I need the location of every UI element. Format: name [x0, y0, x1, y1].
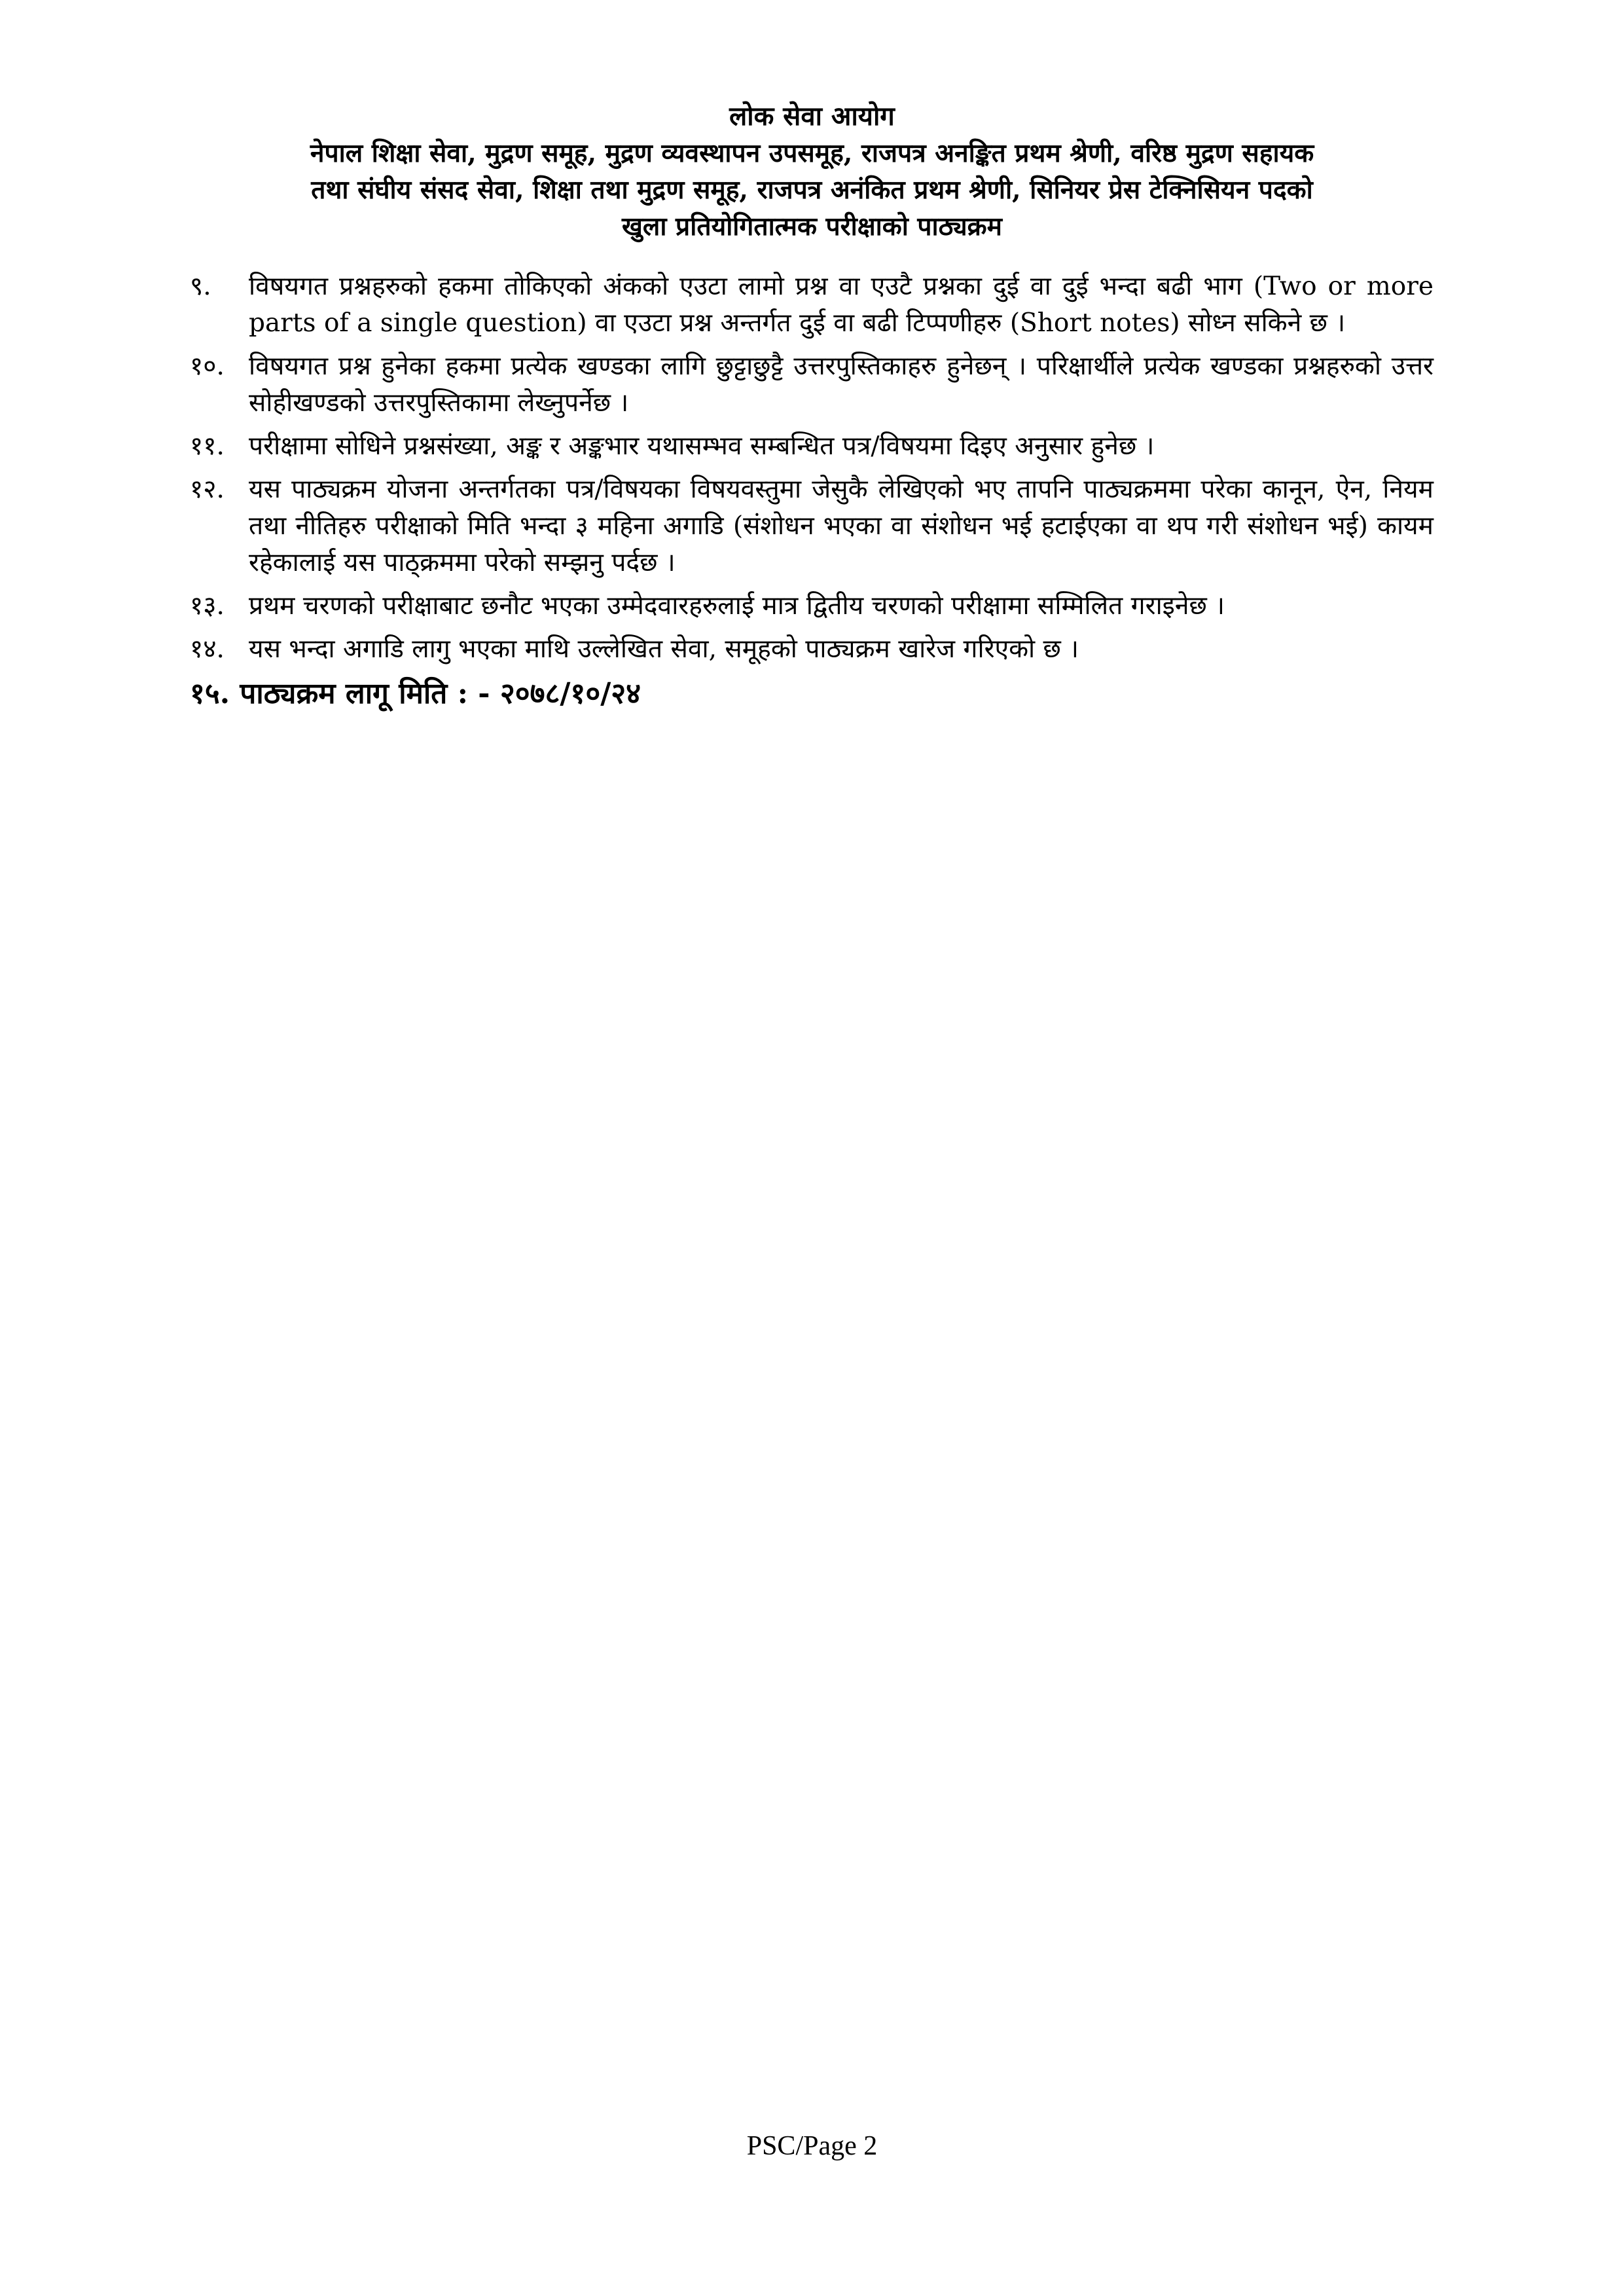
rule-number: १३.	[190, 591, 225, 621]
rule-number: १०.	[190, 352, 225, 381]
rule-item-14	[190, 631, 1434, 668]
rule-item-9	[190, 268, 1434, 342]
rule-text: विषयगत प्रश्नहरुको हकमा तोकिएको अंकको एउटा लामो प्रश्न वा एउटै प्रश्नका दुई वा दुई भन्दा बढी भाग (Two or more parts of a single question) वा एउटा प्रश्न अन्तर्गत दुई वा बढी टिप्पणीहरु (Short notes) सोध्न सकिने छ ।	[249, 272, 1434, 338]
rule-item-10	[190, 348, 1434, 422]
rule-text: विषयगत प्रश्न हुनेका हकमा प्रत्येक खण्डका लागि छुट्टाछुट्टै उत्तरपुस्तिकाहरु हुनेछन् । परिक्षार्थीले प्रत्येक खण्डका प्रश्नहरुको उत्तर सोहीखण्डको उत्तरपुस्तिकामा लेख्नुपर्नेछ ।	[249, 352, 1434, 418]
rule-number: ९.	[190, 272, 211, 301]
rule-text: यस पाठ्यक्रम योजना अन्तर्गतका पत्र/विषयका विषयवस्तुमा जेसुकै लेखिएको भए तापनि पाठ्यक्रममा परेका कानून, ऐन, नियम तथा नीतिहरु परीक्षाको मिति भन्दा ३ महिना अगाडि (संशोधन भएका वा संशोधन भई हटाईएका वा थप गरी संशोधन भई) कायम रहेकालाई यस पाठ्क्रममा परेको सम्झनु पर्दछ ।	[249, 475, 1434, 577]
commission-title: लोक सेवा आयोग	[729, 101, 895, 132]
rule-number: ११.	[190, 431, 225, 461]
rule-number: १४.	[190, 634, 225, 664]
rules-list	[190, 268, 1434, 714]
header-line-1: नेपाल शिक्षा सेवा, मुद्रण समूह, मुद्रण व्यवस्थापन उपसमूह, राजपत्र अनङ्कित प्रथम श्रेणी, वरिष्ठ मुद्रण सहायक	[310, 138, 1314, 168]
rule-text: यस भन्दा अगाडि लागु भएका माथि उल्लेखित सेवा, समूहको पाठ्यक्रम खारेज गरिएको छ ।	[249, 634, 1079, 664]
header-line-3: खुला प्रतियोगितात्मक परीक्षाको पाठ्यक्रम	[622, 211, 1002, 242]
rule-item-12	[190, 471, 1434, 581]
rule-text: प्रथम चरणको परीक्षाबाट छनौट भएका उम्मेदवारहरुलाई मात्र द्वितीय चरणको परीक्षामा सम्मिलित गराइनेछ ।	[249, 591, 1225, 621]
rule-number: १२.	[190, 475, 225, 504]
rule-text: परीक्षामा सोधिने प्रश्नसंख्या, अङ्क र अङ्कभार यथासम्भव सम्बन्धित पत्र/विषयमा दिइए अनुसार हुनेछ ।	[249, 431, 1155, 461]
page-footer: PSC/Page 2	[746, 2131, 878, 2161]
effective-date-rule: १५. पाठ्यक्रम लागू मिति : - २०७८/१०/२४	[190, 677, 641, 710]
header-line-2: तथा संघीय संसद सेवा, शिक्षा तथा मुद्रण समूह, राजपत्र अनंकित प्रथम श्रेणी, सिनियर प्रेस टेक्निसियन पदको	[311, 175, 1313, 205]
document-header	[164, 98, 1460, 245]
rule-item-13	[190, 588, 1434, 625]
rule-item-11	[190, 428, 1434, 465]
